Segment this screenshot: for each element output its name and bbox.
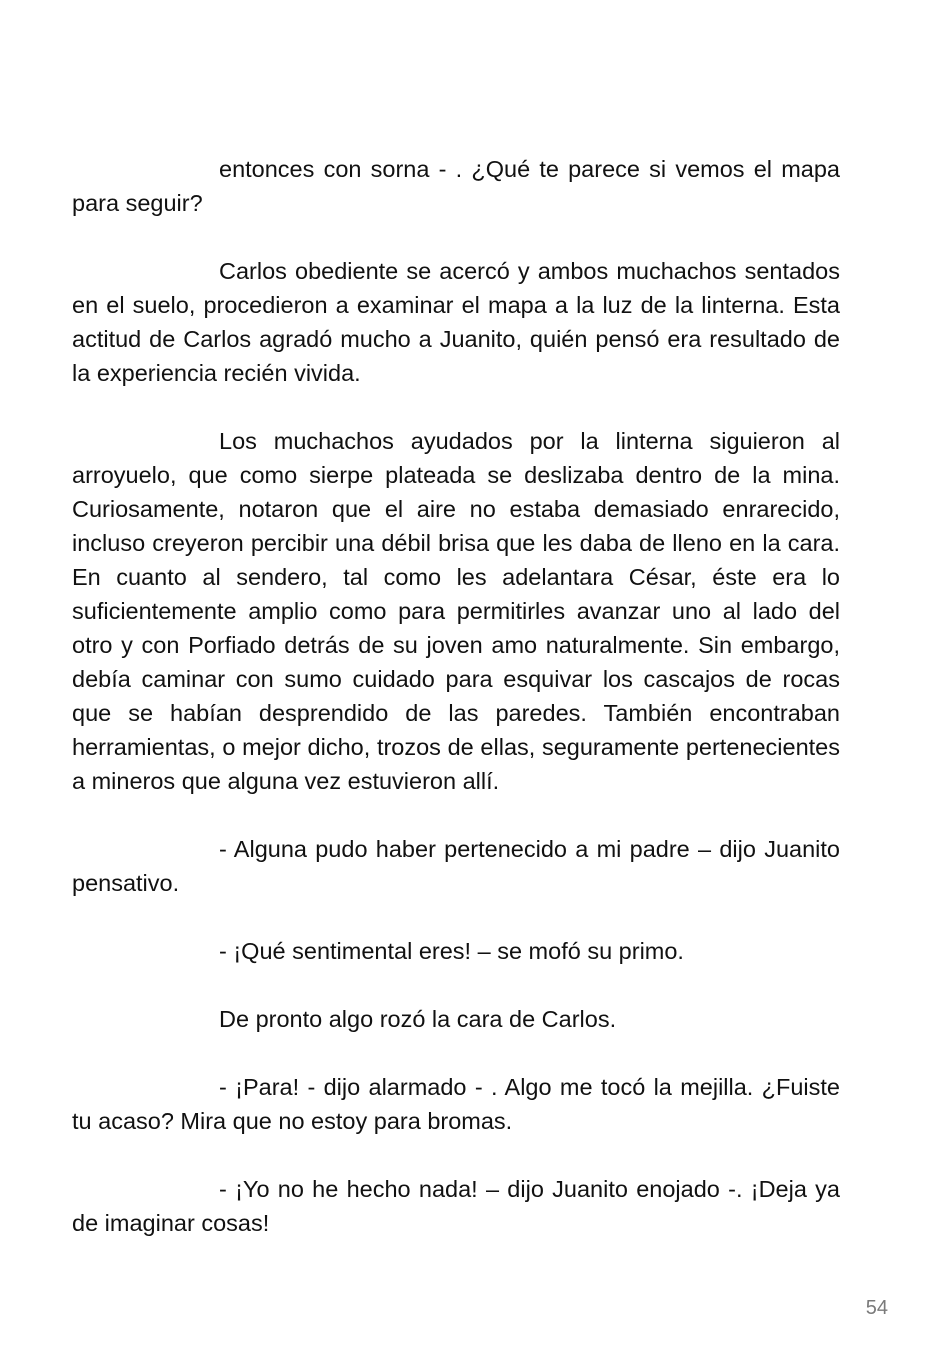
paragraph: - Alguna pudo haber pertenecido a mi padre – dijo Juanito pensativo.: [72, 836, 840, 896]
paragraph: Los muchachos ayudados por la linterna siguieron al arroyuelo, que como sierpe plateada se deslizaba dentro de la mina. Curiosamente, notaron que el aire no estaba demasiado enrarecido, incluso creyeron percibir una débil brisa que les daba de lleno en la cara. En cuanto al sendero, tal como les adelantara César, éste era lo suficientemente amplio como para permitirles avanzar uno al lado del otro y con Porfiado detrás de su joven amo naturalmente. Sin embargo, debía caminar con sumo cuidado para esquivar los cascajos de rocas que se habían desprendido de las paredes. También encontraban herramientas, o mejor dicho, trozos de ellas, seguramente pertenecientes a mineros que alguna vez estuvieron allí.: [72, 428, 840, 794]
paragraph: entonces con sorna - . ¿Qué te parece si vemos el mapa para seguir?: [72, 156, 840, 216]
page-number: 54: [865, 1297, 888, 1319]
paragraph: De pronto algo rozó la cara de Carlos.: [219, 1006, 617, 1032]
paragraph: - ¡Qué sentimental eres! – se mofó su primo.: [219, 938, 684, 964]
text-body: [72, 152, 840, 1240]
paragraph: - ¡Para! - dijo alarmado - . Algo me tocó la mejilla. ¿Fuiste tu acaso? Mira que no estoy para bromas.: [72, 1074, 840, 1134]
paragraph: - ¡Yo no he hecho nada! – dijo Juanito enojado -. ¡Deja ya de imaginar cosas!: [72, 1176, 840, 1236]
paragraph: Carlos obediente se acercó y ambos muchachos sentados en el suelo, procedieron a examinar el mapa a la luz de la linterna. Esta actitud de Carlos agradó mucho a Juanito, quién pensó era resultado de la experiencia recién vivida.: [72, 258, 840, 386]
